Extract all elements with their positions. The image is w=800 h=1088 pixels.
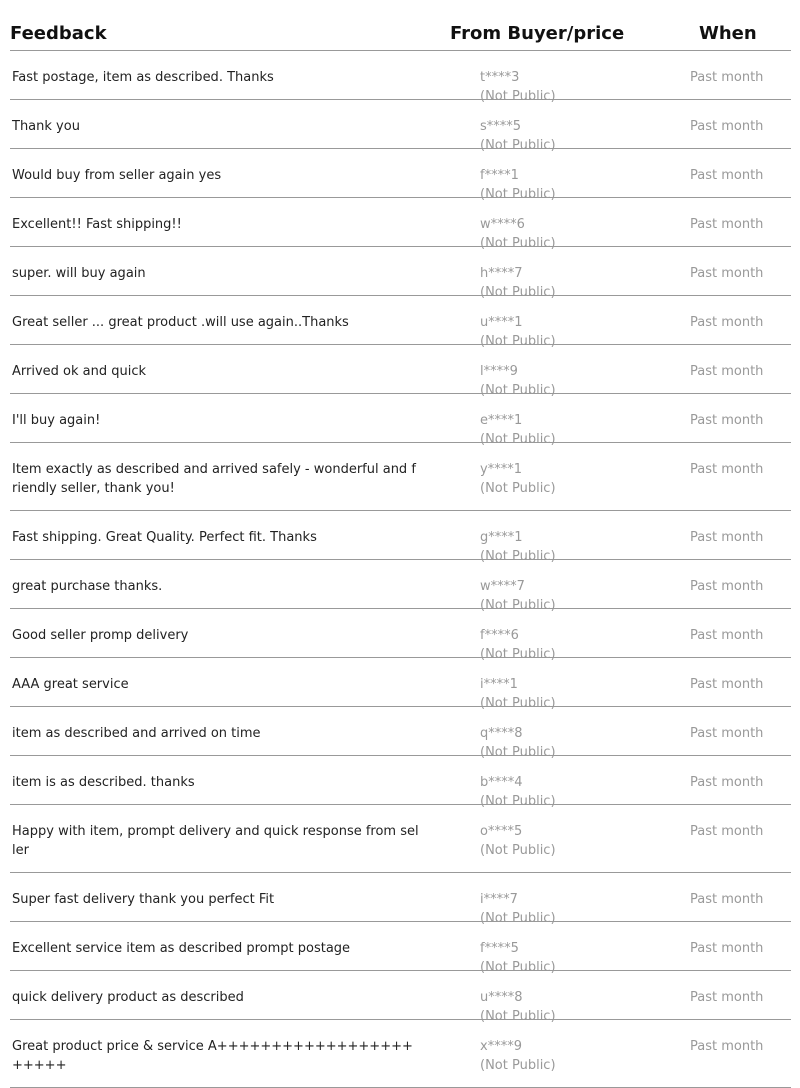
table-row [10, 443, 791, 511]
feedback-rows [10, 51, 791, 1088]
feedback-text: AAA great service [12, 677, 129, 692]
feedback-date: Past month [690, 726, 764, 741]
buyer-price: (Not Public) [480, 138, 556, 153]
buyer-name: b****4 [480, 775, 523, 790]
feedback-date: Past month [690, 462, 764, 477]
table-row [10, 873, 791, 926]
buyer-name: u****1 [480, 315, 523, 330]
when-column-header: When [699, 23, 757, 44]
feedback-date: Past month [690, 628, 764, 643]
buyer-price: (Not Public) [480, 481, 556, 496]
buyer-name: x****9 [480, 1039, 522, 1054]
buyer-price: (Not Public) [480, 383, 556, 398]
feedback-date: Past month [690, 1039, 764, 1054]
table-row [10, 756, 791, 809]
table-row [10, 51, 791, 104]
buyer-name: q****8 [480, 726, 523, 741]
feedback-date: Past month [690, 217, 764, 232]
feedback-text: Item exactly as described and arrived safely - wonderful and friendly seller, thank you! [12, 462, 416, 496]
buyer-price: (Not Public) [480, 598, 556, 613]
buyer-price: (Not Public) [480, 794, 556, 809]
buyer-name: e****1 [480, 413, 523, 428]
feedback-column-header: Feedback [10, 23, 107, 44]
table-row [10, 394, 791, 447]
feedback-date: Past month [690, 775, 764, 790]
buyer-name: y****1 [480, 462, 522, 477]
feedback-date: Past month [690, 413, 764, 428]
buyer-price: (Not Public) [480, 745, 556, 760]
feedback-date: Past month [690, 990, 764, 1005]
buyer-price: (Not Public) [480, 1009, 556, 1024]
buyer-price: (Not Public) [480, 911, 556, 926]
buyer-name: g****1 [480, 530, 523, 545]
buyer-name: w****7 [480, 579, 525, 594]
table-row [10, 707, 791, 760]
feedback-date: Past month [690, 364, 764, 379]
table-row [10, 1020, 791, 1088]
table-header [10, 0, 791, 51]
buyer-price: (Not Public) [480, 1058, 556, 1073]
table-row [10, 805, 791, 873]
buyer-name: f****1 [480, 168, 519, 183]
feedback-text: Thank you [12, 119, 80, 134]
buyer-cell [480, 822, 556, 860]
table-row [10, 345, 791, 398]
buyer-price: (Not Public) [480, 89, 556, 104]
feedback-date: Past month [690, 677, 764, 692]
feedback-text: Fast shipping. Great Quality. Perfect fit. Thanks [12, 530, 317, 545]
feedback-text: great purchase thanks. [12, 579, 163, 594]
feedback-text: Great seller ... great product .will use again..Thanks [12, 315, 349, 330]
table-row [10, 658, 791, 711]
table-row [10, 247, 791, 300]
feedback-date: Past month [690, 824, 764, 839]
buyer-price: (Not Public) [480, 549, 556, 564]
buyer-price: (Not Public) [480, 236, 556, 251]
table-row [10, 296, 791, 349]
buyer-name: l****9 [480, 364, 518, 379]
table-row [10, 149, 791, 202]
buyer-name: i****1 [480, 677, 518, 692]
buyer-price: (Not Public) [480, 647, 556, 662]
feedback-date: Past month [690, 266, 764, 281]
feedback-table [10, 0, 791, 1088]
buyer-price: (Not Public) [480, 285, 556, 300]
feedback-date: Past month [690, 70, 764, 85]
feedback-text: Super fast delivery thank you perfect Fit [12, 892, 275, 907]
table-row [10, 609, 791, 662]
buyer-name: o****5 [480, 824, 523, 839]
feedback-text: I'll buy again! [12, 413, 101, 428]
buyer-price: (Not Public) [480, 334, 556, 349]
feedback-text: Would buy from seller again yes [12, 168, 222, 183]
table-row [10, 511, 791, 564]
feedback-text: item is as described. thanks [12, 775, 195, 790]
buyer-cell [480, 460, 556, 498]
feedback-date: Past month [690, 168, 764, 183]
feedback-text: quick delivery product as described [12, 990, 244, 1005]
table-row [10, 922, 791, 975]
buyer-price: (Not Public) [480, 432, 556, 447]
table-row [10, 560, 791, 613]
buyer-name: f****6 [480, 628, 519, 643]
buyer-name: h****7 [480, 266, 523, 281]
buyer-price: (Not Public) [480, 696, 556, 711]
buyer-cell [480, 1037, 556, 1075]
buyer-name: f****5 [480, 941, 519, 956]
table-row [10, 198, 791, 251]
feedback-text: item as described and arrived on time [12, 726, 261, 741]
buyer-name: i****7 [480, 892, 518, 907]
feedback-text: Happy with item, prompt delivery and quick response from seller [12, 824, 419, 858]
feedback-text: Arrived ok and quick [12, 364, 147, 379]
buyer-price: (Not Public) [480, 960, 556, 975]
buyer-price: (Not Public) [480, 843, 556, 858]
table-row [10, 971, 791, 1024]
feedback-date: Past month [690, 315, 764, 330]
feedback-date: Past month [690, 119, 764, 134]
feedback-date: Past month [690, 941, 764, 956]
feedback-text: Excellent service item as described prompt postage [12, 941, 351, 956]
buyer-column-header: From Buyer/price [450, 23, 625, 44]
table-row [10, 100, 791, 153]
feedback-date: Past month [690, 530, 764, 545]
feedback-text: Fast postage, item as described. Thanks [12, 70, 274, 85]
feedback-date: Past month [690, 579, 764, 594]
buyer-name: s****5 [480, 119, 522, 134]
feedback-text: Excellent!! Fast shipping!! [12, 217, 182, 232]
feedback-text: super. will buy again [12, 266, 146, 281]
feedback-text: Great product price & service A+++++++++++++++++++++++ [12, 1039, 413, 1073]
feedback-date: Past month [690, 892, 764, 907]
buyer-name: t****3 [480, 70, 520, 85]
buyer-price: (Not Public) [480, 187, 556, 202]
buyer-name: u****8 [480, 990, 523, 1005]
buyer-name: w****6 [480, 217, 525, 232]
feedback-text: Good seller promp delivery [12, 628, 189, 643]
